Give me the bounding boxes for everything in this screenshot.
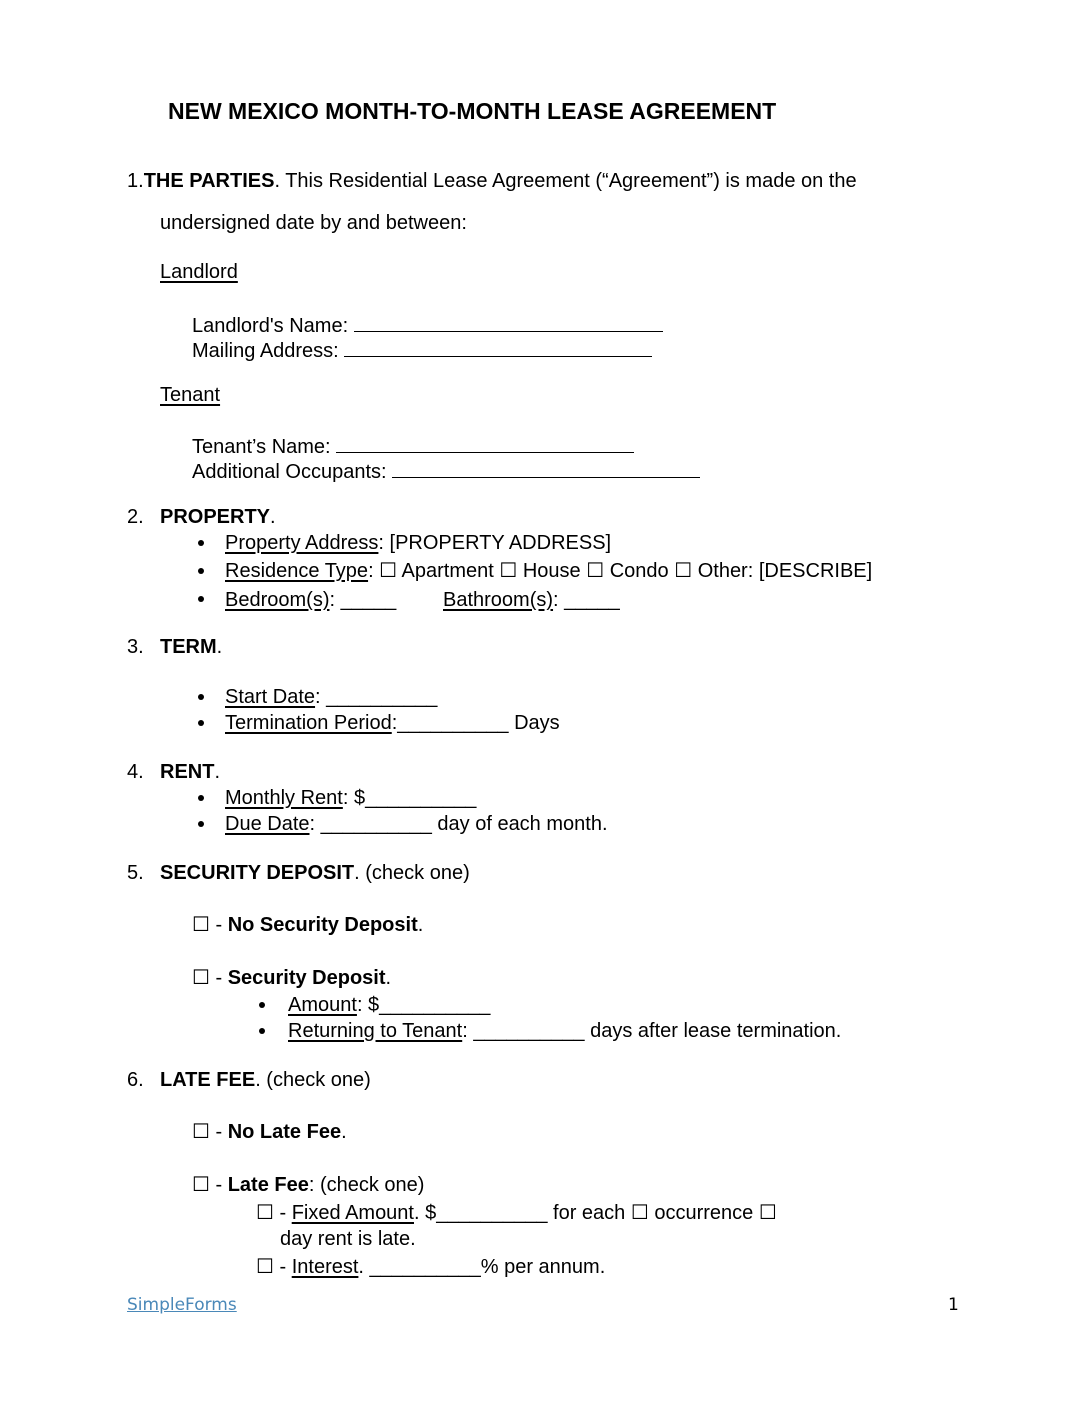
bathrooms-label: Bathroom(s)	[443, 589, 554, 611]
landlord-name-row	[192, 313, 663, 336]
section-heading: THE PARTIES	[143, 170, 275, 192]
fixed-amount-option[interactable]	[256, 1203, 777, 1223]
option-dot: .	[385, 967, 392, 989]
bullet-icon	[198, 596, 204, 602]
checkbox-icon[interactable]: ☐ -	[192, 1121, 228, 1143]
start-date-field[interactable]: : __________	[315, 686, 438, 708]
due-date-field[interactable]: : __________ day of each month.	[309, 813, 608, 835]
section-heading: LATE FEE	[160, 1069, 256, 1091]
section-note: . (check one)	[354, 862, 470, 884]
section-heading: RENT	[160, 761, 215, 783]
monthly-rent-field[interactable]: : $__________	[342, 787, 477, 809]
residence-type-label: Residence Type	[225, 560, 369, 582]
occupants-row	[192, 459, 700, 482]
section-number: 6.	[127, 1069, 144, 1091]
bullet-icon	[198, 821, 204, 827]
bedrooms-field[interactable]: : _____	[329, 589, 397, 611]
bullet-icon	[198, 540, 204, 546]
heading-dot: .	[270, 506, 276, 528]
deposit-amount-row	[288, 995, 490, 1015]
monthly-rent-row	[225, 788, 476, 808]
no-late-fee-option[interactable]	[192, 1122, 347, 1142]
fixed-amount-continued: day rent is late.	[280, 1228, 416, 1250]
landlord-name-label: Landlord's Name:	[192, 315, 354, 337]
bullet-icon	[259, 1002, 265, 1008]
option-dot: .	[417, 914, 424, 936]
option-dot: .	[341, 1121, 347, 1143]
bullet-icon	[198, 568, 204, 574]
start-date-row	[225, 687, 437, 707]
section-property	[160, 507, 276, 527]
monthly-rent-label: Monthly Rent	[225, 787, 343, 809]
occupants-label: Additional Occupants:	[192, 461, 393, 483]
due-date-row	[225, 814, 608, 834]
footer-brand-link[interactable]: SimpleForms	[127, 1295, 237, 1315]
section-heading: TERM	[160, 636, 217, 658]
property-address-row	[225, 533, 611, 553]
property-address-value: : [PROPERTY ADDRESS]	[378, 532, 612, 554]
deposit-amount-field[interactable]: : $__________	[356, 994, 491, 1016]
option-label: No Late Fee	[227, 1121, 342, 1143]
bedrooms-row	[225, 590, 396, 610]
section-number: 1.	[127, 170, 144, 192]
tenant-name-row	[192, 434, 634, 457]
bullet-icon	[198, 720, 204, 726]
section-text: . This Residential Lease Agreement (“Agreement”) is made on the	[274, 170, 857, 192]
tenant-heading: Tenant	[160, 384, 221, 406]
checkbox-icon[interactable]: ☐ -	[192, 967, 228, 989]
landlord-name-field[interactable]	[354, 313, 663, 332]
section-late-fee	[160, 1070, 371, 1090]
mailing-address-row	[192, 338, 652, 361]
bathrooms-row	[443, 590, 620, 610]
section-heading: PROPERTY	[160, 506, 271, 528]
section-note: . (check one)	[255, 1069, 371, 1091]
section-number: 2.	[127, 506, 144, 528]
residence-type-row	[225, 561, 872, 581]
fixed-amount-field[interactable]: . $__________ for each ☐ occurrence ☐	[414, 1202, 777, 1224]
option-label: No Security Deposit	[227, 914, 418, 936]
mailing-address-label: Mailing Address:	[192, 340, 345, 362]
deposit-return-row	[288, 1021, 841, 1041]
page-number: 1	[948, 1295, 959, 1315]
heading-dot: .	[216, 636, 223, 658]
interest-field[interactable]: . __________% per annum.	[358, 1256, 606, 1278]
checkbox-icon[interactable]: ☐ -	[192, 914, 228, 936]
heading-dot: .	[214, 761, 221, 783]
checkbox-icon[interactable]: ☐ -	[192, 1174, 228, 1196]
termination-period-label: Termination Period	[225, 712, 392, 734]
section-term	[160, 637, 222, 657]
landlord-heading: Landlord	[160, 261, 238, 283]
tenant-name-field[interactable]	[336, 434, 634, 453]
checkbox-icon[interactable]: ☐ -	[256, 1202, 292, 1224]
bathrooms-field[interactable]: : _____	[553, 589, 620, 611]
deposit-return-field[interactable]: : __________ days after lease termination.	[462, 1020, 842, 1042]
residence-type-options: : ☐ Apartment ☐ House ☐ Condo ☐ Other: [DESCRIBE]	[368, 560, 873, 582]
occupants-field[interactable]	[392, 459, 700, 478]
section-parties	[127, 171, 857, 191]
no-security-deposit-option[interactable]	[192, 915, 423, 935]
section-number: 4.	[127, 761, 144, 783]
termination-period-row	[225, 713, 560, 733]
interest-option[interactable]	[256, 1257, 605, 1277]
deposit-return-label: Returning to Tenant	[288, 1020, 463, 1042]
section-rent	[160, 762, 220, 782]
fixed-amount-label: Fixed Amount	[291, 1202, 414, 1224]
bullet-icon	[198, 694, 204, 700]
security-deposit-option[interactable]	[192, 968, 391, 988]
section-number: 5.	[127, 862, 144, 884]
deposit-amount-label: Amount	[288, 994, 357, 1016]
late-fee-option[interactable]	[192, 1175, 424, 1195]
start-date-label: Start Date	[225, 686, 316, 708]
section-security-deposit	[160, 863, 470, 883]
bedrooms-label: Bedroom(s)	[225, 589, 330, 611]
section-heading: SECURITY DEPOSIT	[160, 862, 355, 884]
termination-period-field[interactable]: :__________ Days	[391, 712, 560, 734]
bullet-icon	[259, 1028, 265, 1034]
option-label: Security Deposit	[227, 967, 386, 989]
bullet-icon	[198, 795, 204, 801]
section-number: 3.	[127, 636, 144, 658]
section-text-continued: undersigned date by and between:	[160, 212, 467, 234]
interest-label: Interest	[291, 1256, 359, 1278]
option-label: Late Fee	[227, 1174, 309, 1196]
property-address-label: Property Address	[225, 532, 379, 554]
tenant-name-label: Tenant’s Name:	[192, 436, 337, 458]
checkbox-icon[interactable]: ☐ -	[256, 1256, 292, 1278]
option-note: : (check one)	[308, 1174, 425, 1196]
page-title: NEW MEXICO MONTH-TO-MONTH LEASE AGREEMENT	[168, 98, 777, 124]
due-date-label: Due Date	[225, 813, 310, 835]
mailing-address-field[interactable]	[344, 338, 652, 357]
